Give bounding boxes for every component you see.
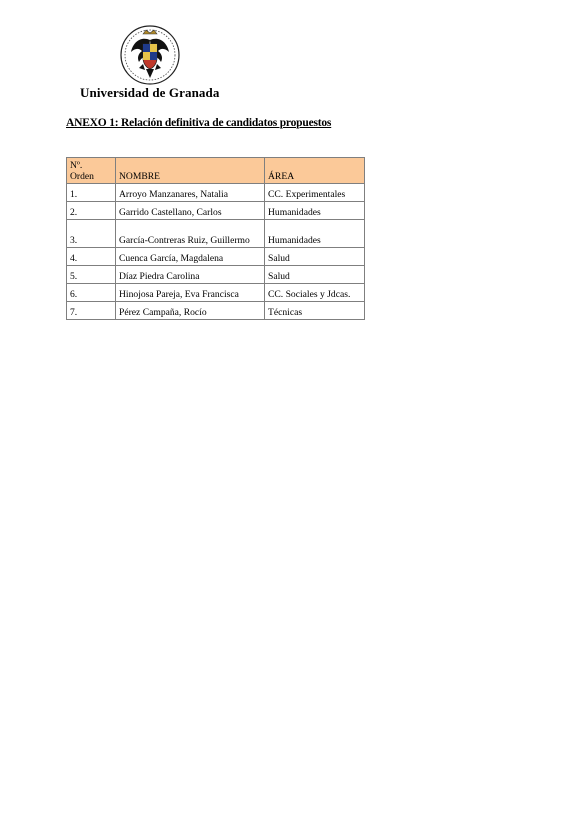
column-header-orden (67, 158, 116, 184)
cell-orden: 3. (67, 220, 116, 248)
table-row (67, 184, 365, 202)
cell-orden: 1. (67, 184, 116, 202)
cell-area: Salud (265, 266, 365, 284)
cell-area: CC. Sociales y Jdcas. (265, 284, 365, 302)
orden-header-line-2: Orden (70, 171, 94, 182)
cell-area: Humanidades (265, 202, 365, 220)
cell-nombre: Cuenca García, Magdalena (116, 248, 265, 266)
table-row (67, 248, 365, 266)
table-row (67, 284, 365, 302)
table-row (67, 302, 365, 320)
cell-orden: 2. (67, 202, 116, 220)
cell-orden: 7. (67, 302, 116, 320)
column-header-nombre: NOMBRE (116, 158, 265, 184)
table-row (67, 266, 365, 284)
cell-area: Humanidades (265, 220, 365, 248)
university-logo (119, 24, 181, 86)
table-header-row (67, 158, 365, 184)
cell-orden: 5. (67, 266, 116, 284)
column-header-area: ÁREA (265, 158, 365, 184)
cell-area: Técnicas (265, 302, 365, 320)
cell-nombre: Hinojosa Pareja, Eva Francisca (116, 284, 265, 302)
annex-title: ANEXO 1: Relación definitiva de candidatos propuestos (66, 117, 332, 129)
cell-area: CC. Experimentales (265, 184, 365, 202)
cell-nombre: Pérez Campaña, Rocío (116, 302, 265, 320)
table-row (67, 202, 365, 220)
cell-orden: 6. (67, 284, 116, 302)
cell-nombre: Garrido Castellano, Carlos (116, 202, 265, 220)
coat-of-arms-icon (119, 24, 181, 86)
table-row (67, 220, 365, 248)
cell-nombre: Díaz Piedra Carolina (116, 266, 265, 284)
orden-header-line-1: Nº. (70, 160, 83, 171)
candidates-table (66, 157, 365, 320)
cell-area: Salud (265, 248, 365, 266)
cell-nombre: Arroyo Manzanares, Natalia (116, 184, 265, 202)
cell-nombre: García-Contreras Ruiz, Guillermo (116, 220, 265, 248)
university-name: Universidad de Granada (80, 85, 220, 100)
cell-orden: 4. (67, 248, 116, 266)
